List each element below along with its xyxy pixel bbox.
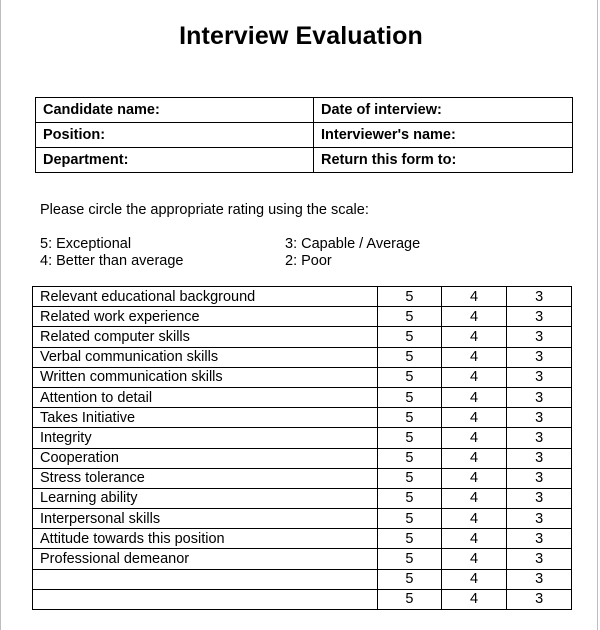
criterion-label: Takes Initiative	[33, 408, 378, 428]
criterion-label: Stress tolerance	[33, 468, 378, 488]
rating-row	[33, 569, 572, 589]
position-field[interactable]: Position:	[36, 123, 314, 148]
rating-option-4[interactable]: 4	[441, 488, 507, 508]
rating-row	[33, 509, 572, 529]
criterion-label	[33, 589, 378, 609]
scale-legend-right	[285, 236, 420, 270]
rating-option-4[interactable]: 4	[441, 387, 507, 407]
rating-option-4[interactable]: 4	[441, 509, 507, 529]
department-field[interactable]: Department:	[36, 148, 314, 173]
rating-option-3[interactable]: 3	[507, 529, 572, 549]
criterion-label: Verbal communication skills	[33, 347, 378, 367]
rating-instructions: Please circle the appropriate rating using the scale:	[40, 202, 369, 218]
rating-option-3[interactable]: 3	[507, 367, 572, 387]
candidate-name-field[interactable]: Candidate name:	[36, 98, 314, 123]
rating-row	[33, 387, 572, 407]
criterion-label: Professional demeanor	[33, 549, 378, 569]
rating-option-5[interactable]: 5	[378, 428, 442, 448]
rating-option-4[interactable]: 4	[441, 287, 507, 307]
rating-option-5[interactable]: 5	[378, 408, 442, 428]
rating-option-5[interactable]: 5	[378, 468, 442, 488]
rating-option-3[interactable]: 3	[507, 509, 572, 529]
rating-row	[33, 549, 572, 569]
rating-option-3[interactable]: 3	[507, 488, 572, 508]
rating-row	[33, 307, 572, 327]
rating-option-4[interactable]: 4	[441, 408, 507, 428]
criterion-label: Interpersonal skills	[33, 509, 378, 529]
scale-item-exceptional: 5: Exceptional	[40, 236, 132, 252]
candidate-info-table	[35, 97, 573, 173]
rating-row	[33, 488, 572, 508]
info-row	[36, 148, 573, 173]
rating-option-3[interactable]: 3	[507, 589, 572, 609]
rating-option-5[interactable]: 5	[378, 509, 442, 529]
rating-option-3[interactable]: 3	[507, 428, 572, 448]
criterion-label: Integrity	[33, 428, 378, 448]
return-form-to-field[interactable]: Return this form to:	[314, 148, 573, 173]
rating-option-5[interactable]: 5	[378, 448, 442, 468]
scale-item-poor: 2: Poor	[285, 253, 332, 269]
interviewer-name-field[interactable]: Interviewer's name:	[314, 123, 573, 148]
rating-option-5[interactable]: 5	[378, 488, 442, 508]
rating-option-3[interactable]: 3	[507, 448, 572, 468]
rating-row	[33, 347, 572, 367]
rating-option-3[interactable]: 3	[507, 327, 572, 347]
info-row	[36, 123, 573, 148]
rating-option-4[interactable]: 4	[441, 307, 507, 327]
rating-option-4[interactable]: 4	[441, 327, 507, 347]
rating-option-5[interactable]: 5	[378, 569, 442, 589]
rating-option-5[interactable]: 5	[378, 327, 442, 347]
page-title: Interview Evaluation	[179, 22, 423, 50]
info-row	[36, 98, 573, 123]
criterion-label: Cooperation	[33, 448, 378, 468]
scale-item-better-than-average: 4: Better than average	[40, 253, 184, 269]
criterion-label: Written communication skills	[33, 367, 378, 387]
rating-row	[33, 327, 572, 347]
rating-row	[33, 428, 572, 448]
rating-option-3[interactable]: 3	[507, 468, 572, 488]
rating-option-5[interactable]: 5	[378, 387, 442, 407]
rating-row	[33, 529, 572, 549]
rating-option-4[interactable]: 4	[441, 549, 507, 569]
rating-option-4[interactable]: 4	[441, 448, 507, 468]
rating-option-4[interactable]: 4	[441, 569, 507, 589]
rating-option-4[interactable]: 4	[441, 367, 507, 387]
ratings-table	[32, 286, 572, 610]
criterion-label: Relevant educational background	[33, 287, 378, 307]
rating-option-5[interactable]: 5	[378, 529, 442, 549]
rating-option-3[interactable]: 3	[507, 307, 572, 327]
rating-option-5[interactable]: 5	[378, 287, 442, 307]
scale-legend-left	[40, 236, 184, 270]
rating-row	[33, 367, 572, 387]
rating-option-3[interactable]: 3	[507, 569, 572, 589]
criterion-label: Attitude towards this position	[33, 529, 378, 549]
rating-option-4[interactable]: 4	[441, 428, 507, 448]
rating-option-5[interactable]: 5	[378, 589, 442, 609]
rating-option-4[interactable]: 4	[441, 347, 507, 367]
scale-item-capable-average: 3: Capable / Average	[285, 236, 421, 252]
criterion-label: Learning ability	[33, 488, 378, 508]
rating-option-4[interactable]: 4	[441, 589, 507, 609]
rating-row	[33, 408, 572, 428]
rating-row	[33, 287, 572, 307]
rating-option-3[interactable]: 3	[507, 347, 572, 367]
criterion-label	[33, 569, 378, 589]
rating-row	[33, 468, 572, 488]
interview-date-field[interactable]: Date of interview:	[314, 98, 573, 123]
rating-option-4[interactable]: 4	[441, 529, 507, 549]
rating-option-5[interactable]: 5	[378, 307, 442, 327]
criterion-label: Related computer skills	[33, 327, 378, 347]
rating-option-3[interactable]: 3	[507, 387, 572, 407]
rating-option-3[interactable]: 3	[507, 408, 572, 428]
rating-row	[33, 589, 572, 609]
criterion-label: Related work experience	[33, 307, 378, 327]
rating-option-5[interactable]: 5	[378, 347, 442, 367]
criterion-label: Attention to detail	[33, 387, 378, 407]
rating-option-3[interactable]: 3	[507, 549, 572, 569]
rating-row	[33, 448, 572, 468]
rating-option-5[interactable]: 5	[378, 549, 442, 569]
rating-option-3[interactable]: 3	[507, 287, 572, 307]
rating-option-4[interactable]: 4	[441, 468, 507, 488]
rating-option-5[interactable]: 5	[378, 367, 442, 387]
